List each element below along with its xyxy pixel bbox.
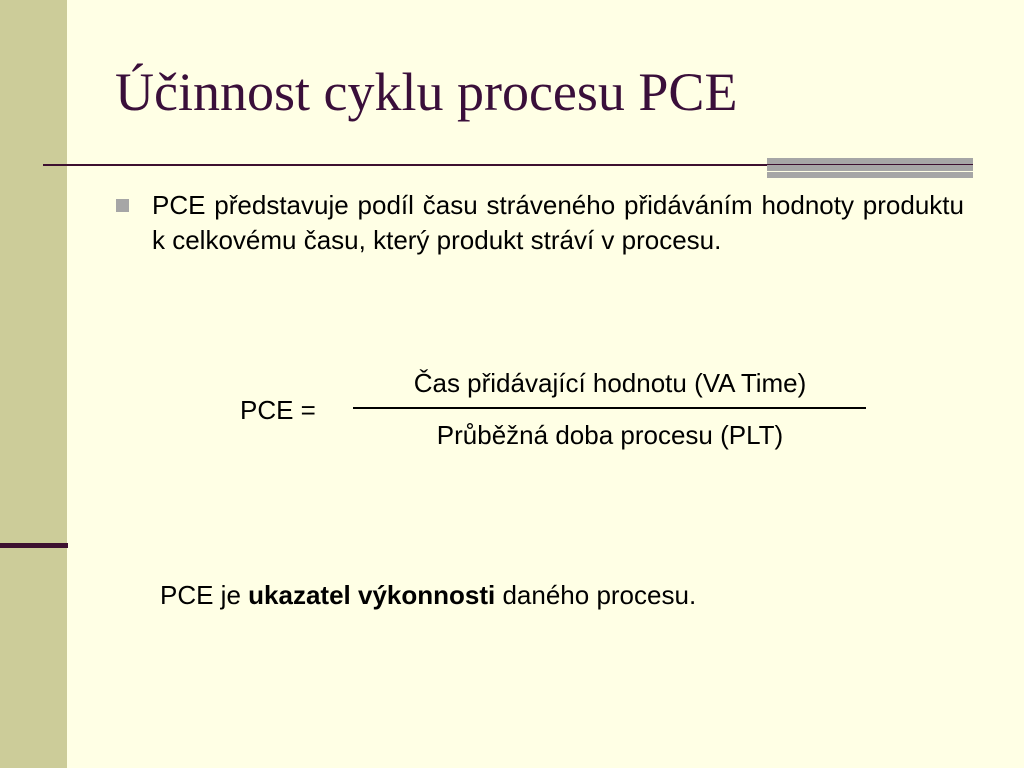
summary-note <box>160 580 696 611</box>
bullet-item <box>116 188 964 258</box>
fraction-bar <box>353 407 866 409</box>
formula-denominator: Průběžná doba procesu (PLT) <box>436 420 784 450</box>
title-divider-accent <box>767 158 973 178</box>
slide-title: Účinnost cyklu procesu PCE <box>115 62 738 122</box>
square-bullet-icon <box>116 199 129 212</box>
left-decorative-band <box>0 0 67 768</box>
left-band-accent-line <box>0 543 68 548</box>
note-prefix: PCE je <box>160 580 249 610</box>
formula-numerator: Čas přidávající hodnotu (VA Time) <box>413 368 807 398</box>
note-emphasis: ukazatel výkonnosti <box>248 580 496 610</box>
bullet-text: PCE představuje podíl času stráveného přidáváním hodnoty produktu k celkovému času, který produkt stráví v procesu. <box>152 190 964 255</box>
formula-lhs: PCE = <box>240 395 316 425</box>
note-suffix: daného procesu. <box>495 580 697 610</box>
